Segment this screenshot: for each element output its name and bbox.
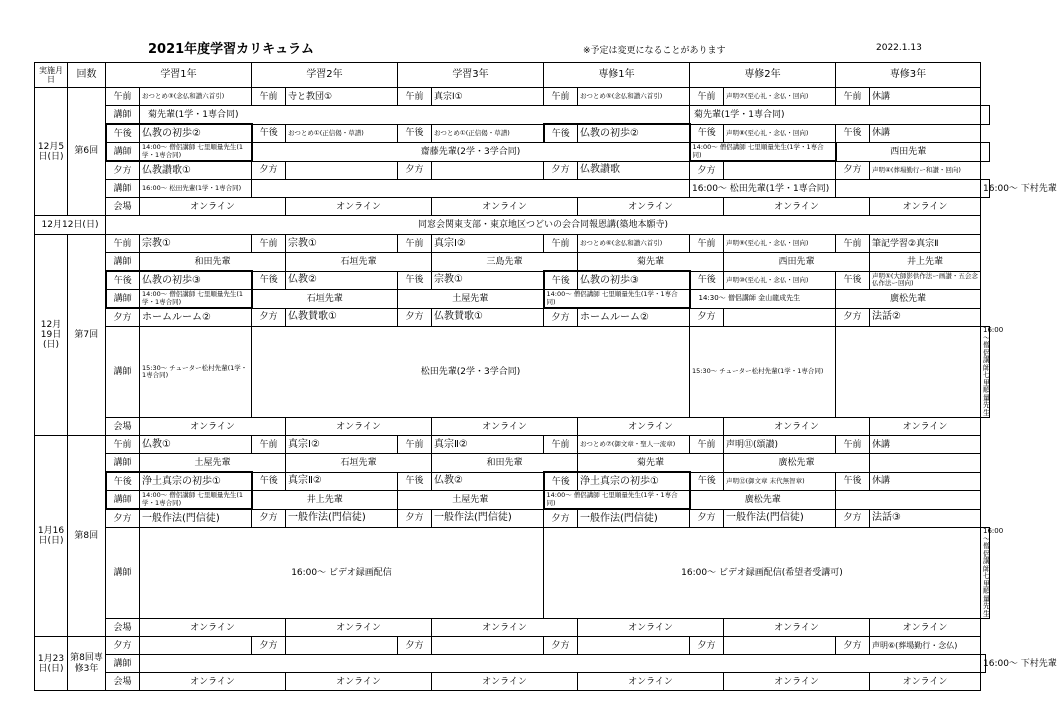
col-header-course: 学習2年 bbox=[252, 63, 398, 88]
venue-cell: オンライン bbox=[140, 673, 286, 691]
period-label: 夕方 bbox=[106, 509, 140, 528]
lecturer-cell: 和田先輩 bbox=[140, 253, 286, 272]
date-cell: 1月16日(日) bbox=[35, 436, 68, 637]
lecturer-cell bbox=[981, 143, 990, 162]
lecturer-cell: 16:00～ 下村先輩 bbox=[981, 655, 986, 673]
subject-cell: おつとめ⑤(念仏和讃六首引) bbox=[578, 88, 690, 106]
lecturer-cell: 土屋先輩 bbox=[140, 454, 286, 473]
col-header-course: 専修2年 bbox=[690, 63, 836, 88]
lecturer-cell bbox=[140, 655, 981, 673]
lecturer-cell bbox=[870, 454, 981, 473]
period-label: 午後 bbox=[252, 472, 286, 491]
lecturer-cell bbox=[836, 180, 981, 198]
subject-cell: 真宗Ⅱ② bbox=[286, 472, 398, 491]
venue-cell: オンライン bbox=[140, 418, 286, 436]
subject-cell: 休講 bbox=[870, 472, 981, 491]
table-row bbox=[35, 472, 990, 491]
lecturer-cell: 16:00～ 下村先輩 bbox=[981, 180, 990, 198]
table-row bbox=[35, 143, 990, 162]
lecturer-cell: 菊先輩 bbox=[578, 454, 724, 473]
lecturer-cell: 16:00～ 松田先輩(1学・1専合同) bbox=[140, 180, 252, 198]
venue-cell: オンライン bbox=[724, 418, 870, 436]
period-label: 夕方 bbox=[690, 308, 724, 327]
lecturer-cell: 石垣先輩 bbox=[286, 253, 432, 272]
venue-cell: オンライン bbox=[432, 198, 578, 216]
table-row bbox=[35, 436, 990, 454]
period-label: 午後 bbox=[690, 472, 724, 491]
period-label: 夕方 bbox=[836, 509, 870, 528]
venue-cell: オンライン bbox=[286, 673, 432, 691]
period-label: 夕方 bbox=[544, 161, 578, 180]
table-row bbox=[35, 161, 990, 180]
period-label: 午後 bbox=[398, 124, 432, 143]
date-cell: 1月23日(日) bbox=[35, 637, 68, 691]
lecturer-cell: 14:00～ 僧侶講師 七里順量先生(1学・1専合同) bbox=[544, 491, 690, 510]
lecturer-cell: 廣松先輩 bbox=[724, 454, 870, 473]
table-row bbox=[35, 509, 990, 528]
subject-cell bbox=[286, 637, 398, 655]
period-label: 午前 bbox=[544, 436, 578, 454]
table-row bbox=[35, 491, 990, 510]
subject-cell: 宗教① bbox=[286, 235, 398, 253]
period-label: 午前 bbox=[398, 235, 432, 253]
session-cell: 第8回専修3年 bbox=[68, 637, 106, 691]
schedule-note: ※予定は変更になることがあります bbox=[583, 46, 726, 56]
period-label: 夕方 bbox=[690, 161, 724, 180]
lecturer-cell: 石垣先輩 bbox=[252, 290, 398, 309]
table-row bbox=[35, 235, 990, 253]
lecturer-cell: 廣松先輩 bbox=[836, 290, 981, 309]
subject-cell: 一般作法(門信徒) bbox=[286, 509, 398, 528]
venue-cell: オンライン bbox=[724, 198, 870, 216]
lecturer-cell: 16:00～ 僧侶講師 七里順量先生 bbox=[981, 528, 990, 619]
subject-cell: 筆記学習②真宗Ⅱ bbox=[870, 235, 981, 253]
period-label: 午前 bbox=[252, 235, 286, 253]
period-label: 講師 bbox=[106, 327, 140, 418]
lecturer-cell: 16:00～ ビデオ録画配信 bbox=[140, 528, 544, 619]
table-row bbox=[35, 528, 990, 619]
subject-cell: 仏教② bbox=[286, 271, 398, 290]
table-row bbox=[35, 88, 990, 106]
period-label: 午前 bbox=[836, 436, 870, 454]
subject-cell: 真宗Ⅰ① bbox=[432, 88, 544, 106]
period-label: 講師 bbox=[106, 253, 140, 272]
table-row bbox=[35, 454, 990, 473]
subject-cell: 一般作法(門信徒) bbox=[724, 509, 836, 528]
table-row bbox=[35, 180, 990, 198]
period-label: 午後 bbox=[106, 271, 140, 290]
subject-cell: 仏教讃歌① bbox=[140, 161, 252, 180]
table-row bbox=[35, 198, 990, 216]
col-header-course: 学習3年 bbox=[398, 63, 544, 88]
period-label: 夕方 bbox=[398, 637, 432, 655]
period-label: 午後 bbox=[398, 472, 432, 491]
period-label: 午前 bbox=[690, 436, 724, 454]
subject-cell: 声明⑩(至心礼・念仏・回向) bbox=[724, 271, 836, 290]
period-label: 午後 bbox=[398, 271, 432, 290]
session-cell: 第7回 bbox=[68, 235, 106, 436]
lecturer-cell: 16:00～ 松田先輩(1学・1専合同) bbox=[690, 180, 836, 198]
subject-cell bbox=[432, 161, 544, 180]
lecturer-cell: 井上先輩 bbox=[252, 491, 398, 510]
lecturer-cell: 西田先輩 bbox=[836, 143, 981, 162]
header-row bbox=[35, 63, 990, 88]
subject-cell: 寺と教団① bbox=[286, 88, 398, 106]
event-row bbox=[35, 216, 990, 235]
lecturer-cell: 14:00～ 僧侶講師 七里順量先生(1学・1専合同) bbox=[544, 290, 690, 309]
venue-cell: オンライン bbox=[432, 619, 578, 637]
period-label: 午前 bbox=[690, 235, 724, 253]
period-label: 夕方 bbox=[836, 637, 870, 655]
subject-cell: 声明⑤(大師影供作法ー画讃・五会念仏作法ー回向) bbox=[870, 271, 981, 290]
subject-cell: 休講 bbox=[870, 88, 981, 106]
lecturer-cell: 15:30～ チューター松村先輩(1学・1専合同) bbox=[690, 327, 836, 418]
venue-cell: オンライン bbox=[432, 418, 578, 436]
lecturer-cell: 土屋先輩 bbox=[398, 290, 544, 309]
subject-cell: 声明⑥(葬場勤行・念仏) bbox=[870, 637, 981, 655]
period-label: 午前 bbox=[252, 436, 286, 454]
period-label: 午後 bbox=[690, 124, 724, 143]
period-label: 夕方 bbox=[690, 637, 724, 655]
lecturer-cell: 松田先輩(2学・3学合同) bbox=[252, 327, 690, 418]
curriculum-table bbox=[34, 62, 1057, 691]
subject-cell bbox=[286, 161, 398, 180]
period-label: 午後 bbox=[836, 472, 870, 491]
subject-cell bbox=[140, 637, 252, 655]
period-label: 午前 bbox=[252, 88, 286, 106]
period-label: 会場 bbox=[106, 619, 140, 637]
period-label: 午後 bbox=[252, 124, 286, 143]
lecturer-cell: 14:00～ 僧侶講師 七里順量先生(1学・1専合同) bbox=[140, 290, 252, 309]
lecturer-cell: 齋藤先輩(2学・3学合同) bbox=[252, 143, 690, 162]
col-header-date: 実施月日 bbox=[35, 63, 68, 88]
period-label: 夕方 bbox=[106, 161, 140, 180]
subject-cell: 法話② bbox=[870, 308, 981, 327]
subject-cell: 宗教① bbox=[432, 271, 544, 290]
subject-cell: 声明④(葬場勤行ー和讃・回向) bbox=[870, 161, 981, 180]
period-label: 夕方 bbox=[252, 308, 286, 327]
subject-cell: 真宗Ⅰ② bbox=[432, 235, 544, 253]
lecturer-cell bbox=[252, 180, 690, 198]
period-label: 午前 bbox=[106, 88, 140, 106]
subject-cell: 宗教① bbox=[140, 235, 252, 253]
col-header-course: 専修1年 bbox=[544, 63, 690, 88]
subject-cell: おつとめ⑦(御文章・聖人一流章) bbox=[578, 436, 690, 454]
subject-cell: 声明⑫(御文章 末代無智章) bbox=[724, 472, 836, 491]
table-row bbox=[35, 253, 990, 272]
period-label: 午前 bbox=[106, 235, 140, 253]
period-label: 会場 bbox=[106, 673, 140, 691]
period-label: 午後 bbox=[106, 472, 140, 491]
period-label: 午後 bbox=[252, 271, 286, 290]
period-label: 午後 bbox=[836, 271, 870, 290]
period-label: 会場 bbox=[106, 418, 140, 436]
subject-cell: おつとめ①(正信偈・草譜) bbox=[286, 124, 398, 143]
subject-cell: ホームルーム② bbox=[578, 308, 690, 327]
lecturer-cell: 14:00～ 僧侶講師 七里順量先生(1学・1専合同) bbox=[140, 143, 252, 162]
lecturer-cell: 14:30～ 僧侶講師 金山龍成先生 bbox=[690, 290, 836, 309]
subject-cell: 声明⑨(至心礼・念仏・回向) bbox=[724, 235, 836, 253]
subject-cell: 真宗Ⅰ② bbox=[286, 436, 398, 454]
subject-cell: 声明⑦(至心礼・念仏・回向) bbox=[724, 88, 836, 106]
subject-cell: 法話③ bbox=[870, 509, 981, 528]
lecturer-cell bbox=[836, 491, 981, 510]
subject-cell: 仏教の初歩② bbox=[578, 124, 690, 143]
venue-cell: オンライン bbox=[286, 418, 432, 436]
venue-cell: オンライン bbox=[578, 619, 724, 637]
venue-cell: オンライン bbox=[724, 619, 870, 637]
subject-cell: 休講 bbox=[870, 436, 981, 454]
date-cell: 12月19日(日) bbox=[35, 235, 68, 436]
subject-cell: 仏教讃歌 bbox=[578, 161, 690, 180]
lecturer-cell bbox=[836, 327, 981, 418]
period-label: 午前 bbox=[544, 235, 578, 253]
table-row bbox=[35, 673, 990, 691]
period-label: 夕方 bbox=[252, 509, 286, 528]
period-label: 夕方 bbox=[398, 308, 432, 327]
period-label: 夕方 bbox=[836, 161, 870, 180]
lecturer-cell: 菊先輩(1学・1専合同) bbox=[690, 106, 981, 125]
venue-cell: オンライン bbox=[286, 619, 432, 637]
lecturer-cell: 西田先輩 bbox=[724, 253, 870, 272]
subject-cell: 一般作法(門信徒) bbox=[140, 509, 252, 528]
session-cell: 第8回 bbox=[68, 436, 106, 637]
period-label: 午後 bbox=[544, 124, 578, 143]
lecturer-cell: 15:30～ チューター松村先輩(1学・1専合同) bbox=[140, 327, 252, 418]
page-title: 2021年度学習カリキュラム bbox=[148, 42, 315, 57]
venue-cell: オンライン bbox=[578, 418, 724, 436]
lecturer-cell: 14:00～ 僧侶講師 七里順量先生(1学・1専合同) bbox=[690, 143, 836, 162]
lecturer-cell: 和田先輩 bbox=[432, 454, 578, 473]
subject-cell: 休講 bbox=[870, 124, 981, 143]
table-row bbox=[35, 106, 990, 125]
period-label: 講師 bbox=[106, 454, 140, 473]
subject-cell: 一般作法(門信徒) bbox=[432, 509, 544, 528]
period-label: 夕方 bbox=[252, 637, 286, 655]
period-label: 夕方 bbox=[544, 509, 578, 528]
period-label: 夕方 bbox=[398, 509, 432, 528]
subject-cell: おつとめ①(正信偈・草譜) bbox=[432, 124, 544, 143]
subject-cell: 仏教賛歌① bbox=[286, 308, 398, 327]
subject-cell: 声明⑪(頌讃) bbox=[724, 436, 836, 454]
period-label: 講師 bbox=[106, 290, 140, 309]
revision-date: 2022.1.13 bbox=[876, 43, 922, 53]
period-label: 講師 bbox=[106, 143, 140, 162]
period-label: 午前 bbox=[690, 88, 724, 106]
table-row bbox=[35, 308, 990, 327]
table-row bbox=[35, 619, 990, 637]
event-text: 同窓会関東支部・東京地区つどいの会合同報恩講(築地本願寺) bbox=[106, 216, 981, 235]
table-row bbox=[35, 327, 990, 418]
period-label: 午後 bbox=[836, 124, 870, 143]
period-label: 午後 bbox=[544, 271, 578, 290]
period-label: 午後 bbox=[544, 472, 578, 491]
venue-cell: オンライン bbox=[870, 673, 981, 691]
period-label: 午前 bbox=[398, 88, 432, 106]
period-label: 午前 bbox=[398, 436, 432, 454]
period-label: 夕方 bbox=[398, 161, 432, 180]
venue-cell: オンライン bbox=[578, 673, 724, 691]
venue-cell: オンライン bbox=[870, 418, 981, 436]
subject-cell: 浄土真宗の初歩① bbox=[140, 472, 252, 491]
table-row bbox=[35, 290, 990, 309]
subject-cell: 仏教の初歩③ bbox=[140, 271, 252, 290]
venue-cell: オンライン bbox=[870, 619, 981, 637]
lecturer-cell: 廣松先輩 bbox=[690, 491, 836, 510]
subject-cell: おつとめ③(念仏和讃六首引) bbox=[140, 88, 252, 106]
period-label: 夕方 bbox=[106, 637, 140, 655]
lecturer-cell: 16:00～ ビデオ録画配信(希望者受講可) bbox=[544, 528, 981, 619]
subject-cell: 真宗Ⅱ② bbox=[432, 436, 544, 454]
lecturer-cell bbox=[981, 106, 990, 125]
subject-cell: 仏教の初歩③ bbox=[578, 271, 690, 290]
lecturer-cell: 14:00～ 僧侶講師 七里順量先生(1学・1専合同) bbox=[140, 491, 252, 510]
subject-cell bbox=[724, 637, 836, 655]
subject-cell bbox=[724, 308, 836, 327]
venue-cell: オンライン bbox=[724, 673, 870, 691]
subject-cell: 仏教の初歩② bbox=[140, 124, 252, 143]
session-cell: 第6回 bbox=[68, 88, 106, 216]
col-header-session: 回数 bbox=[68, 63, 106, 88]
period-label: 夕方 bbox=[690, 509, 724, 528]
period-label: 午前 bbox=[836, 235, 870, 253]
table-row bbox=[35, 418, 990, 436]
venue-cell: オンライン bbox=[578, 198, 724, 216]
period-label: 夕方 bbox=[544, 308, 578, 327]
subject-cell: 一般作法(門信徒) bbox=[578, 509, 690, 528]
period-label: 講師 bbox=[106, 655, 140, 673]
period-label: 午前 bbox=[106, 436, 140, 454]
table-row bbox=[35, 655, 990, 673]
venue-cell: オンライン bbox=[432, 673, 578, 691]
subject-cell: 仏教① bbox=[140, 436, 252, 454]
lecturer-cell: 16:00～ 僧侶講師 七里順量先生 bbox=[981, 327, 990, 418]
table-row bbox=[35, 271, 990, 290]
venue-cell: オンライン bbox=[286, 198, 432, 216]
period-label: 夕方 bbox=[544, 637, 578, 655]
period-label: 午前 bbox=[836, 88, 870, 106]
subject-cell bbox=[578, 637, 690, 655]
subject-cell bbox=[432, 637, 544, 655]
subject-cell bbox=[724, 161, 836, 180]
period-label: 講師 bbox=[106, 528, 140, 619]
lecturer-cell: 三島先輩 bbox=[432, 253, 578, 272]
period-label: 午後 bbox=[690, 271, 724, 290]
subject-cell: 浄土真宗の初歩① bbox=[578, 472, 690, 491]
period-label: 夕方 bbox=[106, 308, 140, 327]
lecturer-cell: 菊先輩(1学・1専合同) bbox=[140, 106, 690, 125]
period-label: 講師 bbox=[106, 491, 140, 510]
period-label: 講師 bbox=[106, 106, 140, 125]
period-label: 午前 bbox=[544, 88, 578, 106]
col-header-course: 学習1年 bbox=[106, 63, 252, 88]
period-label: 夕方 bbox=[836, 308, 870, 327]
subject-cell: 仏教② bbox=[432, 472, 544, 491]
venue-cell: オンライン bbox=[870, 198, 981, 216]
table-row bbox=[35, 124, 990, 143]
period-label: 午後 bbox=[106, 124, 140, 143]
lecturer-cell: 井上先輩 bbox=[870, 253, 981, 272]
table-row bbox=[35, 637, 990, 655]
lecturer-cell: 菊先輩 bbox=[578, 253, 724, 272]
period-label: 会場 bbox=[106, 198, 140, 216]
period-label: 講師 bbox=[106, 180, 140, 198]
period-label: 夕方 bbox=[252, 161, 286, 180]
lecturer-cell: 石垣先輩 bbox=[286, 454, 432, 473]
event-date: 12月12日(日) bbox=[35, 216, 106, 235]
subject-cell: 仏教賛歌① bbox=[432, 308, 544, 327]
date-cell: 12月5日(日) bbox=[35, 88, 68, 216]
venue-cell: オンライン bbox=[140, 198, 286, 216]
lecturer-cell: 土屋先輩 bbox=[398, 491, 544, 510]
col-header-course: 専修3年 bbox=[836, 63, 981, 88]
venue-cell: オンライン bbox=[140, 619, 286, 637]
subject-cell: ホームルーム② bbox=[140, 308, 252, 327]
subject-cell: 声明⑧(至心礼・念仏・回向) bbox=[724, 124, 836, 143]
subject-cell: おつとめ⑥(念仏和讃六首引) bbox=[578, 235, 690, 253]
